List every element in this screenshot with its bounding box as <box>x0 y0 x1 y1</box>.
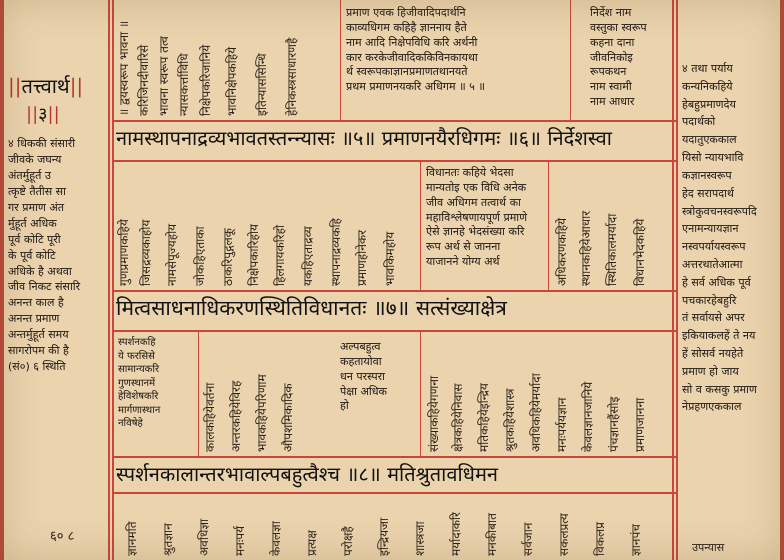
vertical-gloss-column: प्रमाणजानना <box>633 397 647 452</box>
vertical-gloss-column: मनकीबात <box>485 513 499 556</box>
vertical-gloss-column: स्थानकहियेआधार <box>579 210 593 286</box>
vertical-gloss-column: संख्याकहियेगणना <box>427 375 441 452</box>
middle-gloss-block: विधानतः कहिये भेदसा मान्यतोइ एक विधि अनेक जीव अधिगम तत्वार्थ का महाविश्लेषणायपूर्ण प्रमाणे ऐसे ज्ञानहे भेदसंख्या करि रूप अर्थ से जानना याजानने योग्य अर्थ <box>426 166 528 269</box>
sutra-band-1-bottom <box>112 160 676 162</box>
vertical-gloss-column: कालकहियेवर्तना <box>203 382 217 452</box>
inner-rule-d <box>548 160 549 290</box>
sutra-band-3-bottom <box>112 492 676 494</box>
vertical-gloss-column: भावकहियेपरिणाम <box>255 374 269 452</box>
vertical-gloss-column: निक्षेपकरिजानिये <box>199 44 213 116</box>
vertical-gloss-column: इन्द्रियजा <box>377 517 391 556</box>
lower-gloss-block: स्पर्शनकहि ये फरसिसे सामान्यकरि गुणस्थानमें हेविशेषकरि मार्गणास्थान नविषेहे <box>118 337 161 429</box>
right-border-rule <box>780 0 784 560</box>
vertical-gloss-column: निक्षेपकारिहोय <box>247 224 261 286</box>
vertical-gloss-column: भावना स्वरूप तत्व <box>157 36 171 116</box>
vertical-gloss-column: सर्वजान <box>521 522 535 556</box>
top-right-gloss-block: निर्देश नाम वस्तुका स्वरूप कहना दाना जीवनिकोइ रूपकथन नाम स्वामी नाम आधार <box>590 6 647 109</box>
vertical-gloss-column: गुणप्रमाणकहिये <box>117 219 131 286</box>
inner-rule-f <box>420 330 421 456</box>
sutra-band-2-top <box>112 290 676 292</box>
vertical-gloss-column: जिसद्रव्यकाहोय <box>139 219 153 286</box>
vertical-gloss-column: ॥ द्वयस्वरूप भावना ॥ <box>117 20 131 116</box>
margin-title: ||तत्त्वार्थ|| <box>8 74 84 98</box>
left-column-rule-inner <box>112 0 114 560</box>
vertical-gloss-column: मतिकहियेइन्द्रिय <box>477 383 491 452</box>
sutra-band-3-top <box>112 456 676 458</box>
vertical-gloss-column: हिलगायकरिहो <box>273 224 287 286</box>
left-column-rule <box>108 0 110 560</box>
vertical-gloss-column: अवधिकहियेमर्यादा <box>529 373 543 452</box>
vertical-gloss-column: स्थितिकालमर्यादा <box>605 213 619 286</box>
vertical-gloss-column: इतिन्याससिन्धि <box>255 53 269 116</box>
vertical-gloss-column: अवधिज्ञा <box>197 518 211 556</box>
vertical-gloss-column: अधिकरणकहिये <box>555 217 569 286</box>
sutra-line-1: नामस्थापनाद्रव्यभावतस्तन्न्यासः ॥५॥ प्रमाणनयैरधिगमः ॥६॥ निर्देशस्वा <box>116 126 612 150</box>
vertical-gloss-column: अन्तरकहियेविरह <box>229 380 243 452</box>
vertical-gloss-column: विधानभेदकहिये <box>633 218 647 286</box>
inner-rule-e <box>198 330 199 456</box>
vertical-gloss-column: औपशमिकादिक <box>281 383 295 452</box>
vertical-gloss-column: क्षेत्रकहियेनिवास <box>451 383 465 452</box>
vertical-gloss-column: मर्यादाकरि <box>449 512 463 556</box>
vertical-gloss-column: भावकिमहोय <box>383 231 397 286</box>
vertical-gloss-column: प्रमाणहोनेकर <box>355 229 369 286</box>
vertical-gloss-column: शास्त्रजा <box>413 521 427 556</box>
bottom-right-fragment: उपन्यास <box>692 541 725 554</box>
vertical-gloss-column: विकलप्र <box>593 522 607 556</box>
vertical-gloss-column: श्रुतकहियेशास्त्र <box>503 388 517 452</box>
vertical-gloss-column: भावनिक्षेपकहिये <box>225 46 239 116</box>
sutra-line-3: स्पर्शनकालान्तरभावाल्पबहुत्वैश्च ॥८॥ मतिश्रुतावधिमन <box>116 462 499 486</box>
vertical-gloss-column: मनःपर्ययज्ञान <box>555 397 569 452</box>
left-commentary: ४ धिककी संसारी जीवके जघन्य अंतर्मुहूर्त उ त्कृष्टे तैतीस सा गर प्रमाण अंत र्मुहूर्त अधिक पूर्व कोटि पूरी के पूर्व कोटि अधिके है अथवा जीव निकट संसारि अनन्त काल है अनन्त प्रमाण अन्तर्मुहूर्त समय सागरोपम की है (सं०) ६ स्थिति <box>8 137 81 374</box>
vertical-gloss-column: परोक्षहै <box>341 526 355 556</box>
sutra-band-1-top <box>112 120 676 122</box>
vertical-gloss-column: ज्ञानमति <box>125 521 139 556</box>
vertical-gloss-column: हेनिकस्त्रसाधारणहै <box>285 37 299 116</box>
vertical-gloss-column: नामसेपूज्यहोय <box>165 223 179 286</box>
right-commentary: ४ तथा पर्याय कन्यनिकहिये हेबहुप्रमाणदेय पदार्थको यदातुएककाल यिसो न्यायभावि कज्ञानस्वरूप हेद सरापदार्थ स्त्रोकुवचनस्वरूपदि एनामन्यायज्ञान नस्वपर्यायस्वरूप अत्तरथातेआत्मा हे सर्व अधिक पूर्व पचकारहेबहुरि तं सर्वायसे अपर इकियाकलहें ते नय हें सोसर्व नयहेते प्रमाण हो जाय सो व कसकु प्रमाण नेप्रहणएककाल <box>682 62 757 414</box>
inner-rule-c <box>420 160 421 290</box>
sutra-band-2-bottom <box>112 330 676 332</box>
top-gloss-block: प्रमाण एवक हिजीवादिपदार्थनि काव्यधिगम कहिहै ज्ञाननाय हैते नाम आदि निक्षेपविधि करि अर्थनी कार करकेजीवादिककिविनकायथा र्थ स्वरूपकाज्ञानप्रमाणतथानयते प्रथम प्रमाणनयकरि अधिगम ॥ ५ ॥ <box>346 6 485 94</box>
vertical-gloss-column: प्रत्यक्ष <box>305 530 319 556</box>
vertical-gloss-column: न्यासकर्त्ताविधि <box>177 53 191 116</box>
vertical-gloss-column: सकलप्रत्य <box>557 513 571 556</box>
inner-rule-a <box>340 0 341 120</box>
vertical-gloss-column: मनःपर्य <box>233 525 247 556</box>
inner-rule-b <box>570 0 571 120</box>
left-border-rule <box>0 0 4 560</box>
vertical-gloss-column: ठाकरिपुद्गलकू <box>221 228 235 286</box>
folio-mark-left: ६० ८ <box>50 529 75 544</box>
vertical-gloss-column: ज्ञानपंच <box>629 524 643 556</box>
vertical-gloss-column: श्रुतज्ञान <box>161 523 175 556</box>
lower-middle-gloss-block: अल्पबहुत्व कहतायोवा धन परस्परा पेक्षा अधिक हो <box>340 340 387 413</box>
vertical-gloss-column: यकहिएताद्रव्य <box>301 226 315 286</box>
vertical-gloss-column: स्थापनाद्रव्यकहि <box>329 218 343 286</box>
vertical-gloss-column: पंचज्ञानहैंसोइ <box>607 396 621 452</box>
vertical-gloss-column: जोकहिएताका <box>193 226 207 286</box>
sutra-line-2: मित्वसाधनाधिकरणस्थितिविधानतः ॥७॥ सत्संख्याक्षेत्र <box>116 296 507 320</box>
vertical-gloss-column: करिजिनदीवारिसे <box>137 44 151 116</box>
vertical-gloss-column: केवलज्ञा <box>269 521 283 556</box>
margin-folio-number: ||३|| <box>26 104 60 125</box>
vertical-gloss-column: केवलज्ञानजानिये <box>581 381 595 452</box>
